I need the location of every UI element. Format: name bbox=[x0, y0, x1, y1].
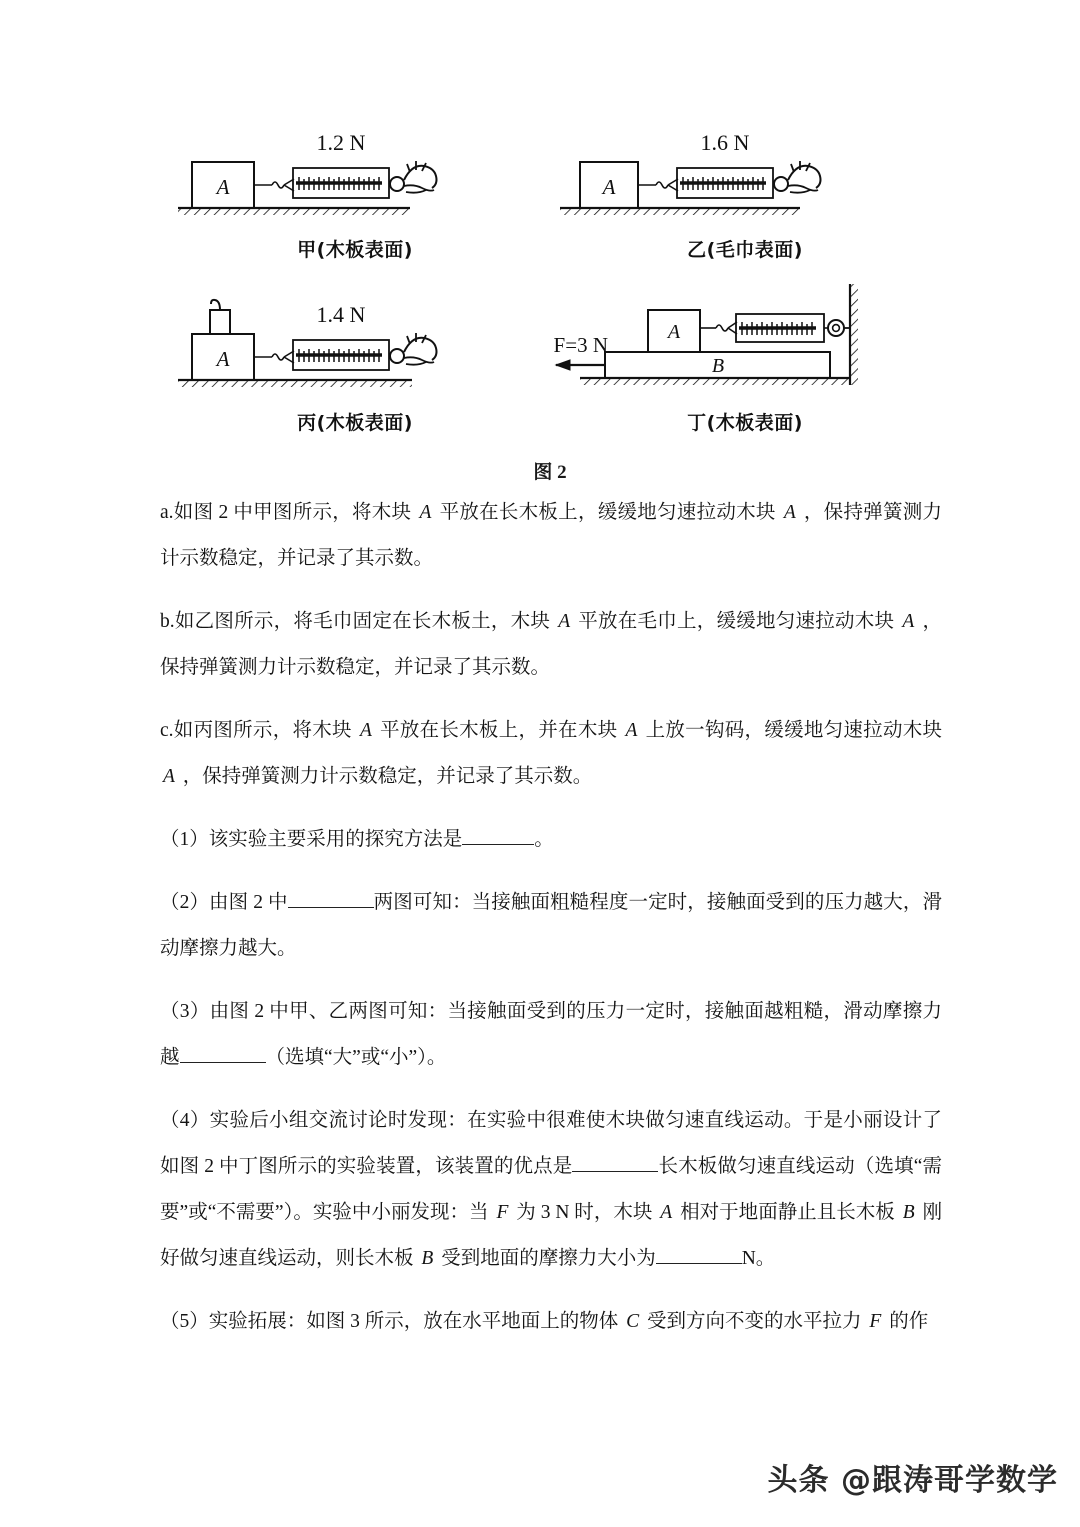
step-b-text-2: 平放在毛巾上，缓缓地匀速拉动木块 bbox=[578, 611, 895, 632]
panel-jia-drawing bbox=[160, 120, 550, 235]
question-4-var-b: B bbox=[902, 1202, 915, 1223]
panel-bing-block-label: A bbox=[216, 347, 230, 371]
question-3-text-1: （3）由图 2 中甲、乙两图可知：当接触面受到的压力一定时，接触面越粗糙，滑动摩擦力越 bbox=[160, 1001, 942, 1068]
step-c-text-2: 平放在长木板上，并在木块 bbox=[380, 720, 618, 741]
panel-bing-reading: 1.4 N bbox=[316, 302, 366, 327]
step-b-paragraph bbox=[160, 599, 942, 691]
step-c-var-1: A bbox=[359, 720, 372, 741]
question-5-text-1: （5）实验拓展：如图 3 所示，放在水平地面上的物体 bbox=[160, 1311, 619, 1332]
figure-panel-bing bbox=[160, 280, 550, 435]
step-a-var-2: A bbox=[783, 502, 796, 523]
step-c-text-3: 上放一钩码，缓缓地匀速拉动木块 bbox=[645, 720, 943, 741]
hook-weight-icon bbox=[210, 310, 230, 334]
figure-label: 图 2 bbox=[533, 462, 567, 483]
panel-ding-caption: 丁(木板表面) bbox=[687, 412, 803, 434]
panel-yi-caption: 乙(毛巾表面) bbox=[687, 239, 803, 261]
question-3-text-2: （选填“大”或“小”）。 bbox=[265, 1047, 447, 1068]
question-2 bbox=[160, 880, 942, 972]
question-5-var-f: F bbox=[869, 1311, 882, 1332]
step-b-var-1: A bbox=[558, 611, 571, 632]
question-4-text-6: 受到地面的摩擦力大小为 bbox=[441, 1248, 656, 1269]
panel-ding-board-label: B bbox=[711, 355, 725, 377]
step-b-text-3: ，保持弹簧测力计示数稳定，并记录了其示数。 bbox=[160, 611, 942, 678]
panel-yi-drawing bbox=[550, 120, 940, 235]
panel-jia-caption: 甲(木板表面) bbox=[297, 239, 413, 261]
question-5-text-3: 的作 bbox=[889, 1311, 929, 1332]
step-c-var-2: A bbox=[625, 720, 638, 741]
question-2-text-1: （2）由图 2 中 bbox=[160, 892, 288, 913]
panel-yi-block-label: A bbox=[602, 175, 616, 199]
step-a-text-1: a.如图 2 中甲图所示，将木块 bbox=[160, 502, 412, 523]
question-3-answer-blank[interactable] bbox=[180, 1062, 266, 1063]
question-5-text-2: 受到方向不变的水平拉力 bbox=[647, 1311, 862, 1332]
question-4-text-7: N。 bbox=[741, 1248, 776, 1269]
step-b-text-1: b.如乙图所示，将毛巾固定在长木板土，木块 bbox=[160, 611, 551, 632]
question-4-answer-blank-1[interactable] bbox=[572, 1171, 658, 1172]
question-4-text-2: 长木板做匀速直线运动（选填“需要”或“不需要”）。实验中小丽发现：当 bbox=[160, 1156, 942, 1223]
step-a-text-3: ，保持弹簧测力计示数稳定，并记录了其示数。 bbox=[160, 502, 943, 569]
panel-jia-block-label: A bbox=[216, 175, 230, 199]
figure-panel-jia bbox=[160, 120, 550, 262]
question-body bbox=[160, 490, 942, 1362]
question-4-var-f: F bbox=[496, 1202, 509, 1223]
question-4-answer-blank-2[interactable] bbox=[656, 1263, 742, 1264]
question-2-answer-blank[interactable] bbox=[288, 907, 374, 908]
question-4-text-4: 相对于地面静止且长木板 bbox=[680, 1202, 895, 1223]
step-b-var-2: A bbox=[902, 611, 915, 632]
question-1 bbox=[160, 817, 942, 863]
step-a-paragraph bbox=[160, 490, 942, 582]
step-c-var-3: A bbox=[163, 766, 175, 787]
question-1-text-2: 。 bbox=[534, 829, 554, 850]
panel-bing-drawing bbox=[160, 280, 550, 408]
question-4-var-a: A bbox=[660, 1202, 673, 1223]
panel-jia-reading: 1.2 N bbox=[316, 130, 366, 155]
question-4-text-1: （4）实验后小组交流讨论时发现：在实验中很难使木块做匀速直线运动。于是小丽设计了如图 2 中丁图所示的实验装置，该装置的优点是 bbox=[160, 1110, 942, 1177]
figure-row-top bbox=[160, 120, 940, 262]
question-4-text-3: 为 3 N 时，木块 bbox=[516, 1202, 653, 1223]
question-4-text-5: 刚好做匀速直线运动，则长木板 bbox=[160, 1202, 943, 1269]
panel-ding-drawing bbox=[550, 280, 940, 408]
watermark: 头条 @跟涛哥学数学 bbox=[767, 1463, 1058, 1498]
question-1-answer-blank[interactable] bbox=[462, 844, 534, 845]
question-4-var-b2: B bbox=[421, 1248, 434, 1269]
figure-panel-yi bbox=[550, 120, 940, 262]
panel-bing-caption: 丙(木板表面) bbox=[297, 412, 413, 434]
figure-row-bottom bbox=[160, 280, 940, 435]
question-1-text-1: （1）该实验主要采用的探究方法是 bbox=[160, 829, 463, 850]
panel-ding-force-label: F=3 N bbox=[553, 333, 608, 357]
panel-yi-reading: 1.6 N bbox=[700, 130, 750, 155]
step-a-var-1: A bbox=[419, 502, 432, 523]
question-2-text-2: 两图可知：当接触面粗糙程度一定时，接触面受到的压力越大，滑动摩擦力越大。 bbox=[160, 892, 942, 959]
step-c-paragraph bbox=[160, 708, 942, 800]
step-c-text-4: ，保持弹簧测力计示数稳定，并记录了其示数。 bbox=[182, 766, 593, 787]
question-3 bbox=[160, 989, 942, 1081]
figure-2 bbox=[160, 120, 940, 484]
step-c-text-1: c.如丙图所示，将木块 bbox=[160, 720, 352, 741]
panel-ding-block-label: A bbox=[667, 321, 681, 343]
figure-panel-ding bbox=[550, 280, 940, 435]
question-4 bbox=[160, 1098, 942, 1282]
step-a-text-2: 平放在长木板上，缓缓地匀速拉动木块 bbox=[439, 502, 776, 523]
question-5 bbox=[160, 1299, 942, 1345]
question-5-var-c: C bbox=[626, 1311, 640, 1332]
